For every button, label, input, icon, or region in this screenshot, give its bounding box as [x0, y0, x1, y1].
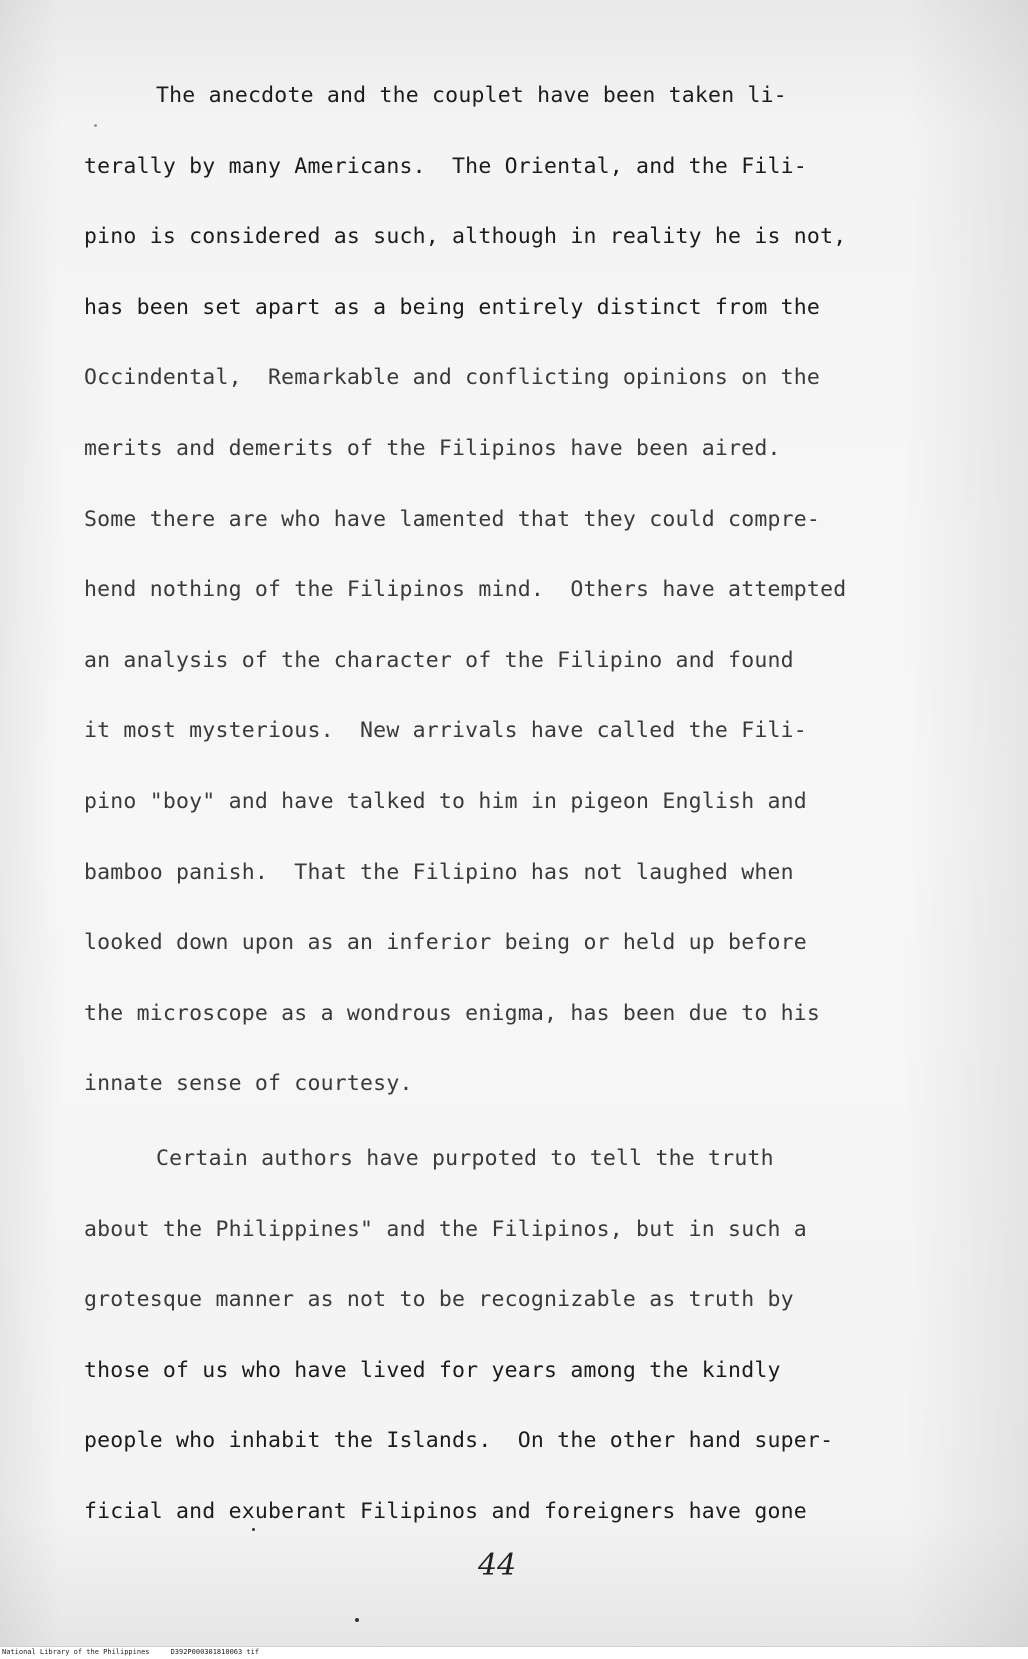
text-line: looked down upon as an inferior being or held up before — [84, 930, 807, 956]
text-line: pino is considered as such, although in reality he is not, — [84, 224, 847, 250]
text-line: ficial and exuberant Filipinos and foreigners have gone — [84, 1498, 807, 1524]
dust-speck — [94, 124, 97, 127]
text-line: merits and demerits of the Filipinos have been aired. — [84, 435, 781, 461]
document-body — [84, 72, 984, 1558]
footer-text: National Library of the Philippines D392P000301810063 tif — [2, 1648, 260, 1656]
text-line: The anecdote and the couplet have been taken li- — [156, 83, 787, 108]
text-line: bamboo panish. That the Filipino has not laughed when — [84, 859, 794, 885]
text-line: an analysis of the character of the Filipino and found — [84, 647, 794, 673]
text-line: it most mysterious. New arrivals have called the Fili- — [84, 718, 807, 744]
footer-bar — [0, 1646, 1028, 1659]
text-line: terally by many Americans. The Oriental, and the Fili- — [84, 153, 807, 179]
text-line: innate sense of courtesy. — [84, 1071, 413, 1097]
page-number: 44 — [478, 1548, 517, 1583]
text-line: people who inhabit the Islands. On the other hand super- — [84, 1428, 834, 1454]
dust-speck — [355, 1618, 359, 1622]
text-line: has been set apart as a being entirely distinct from the — [84, 294, 821, 320]
dust-speck — [252, 1528, 255, 1531]
text-line: Certain authors have purpoted to tell the truth — [156, 1145, 774, 1171]
text-line: pino "boy" and have talked to him in pigeon English and — [84, 788, 807, 814]
text-line: grotesque manner as not to be recognizable as truth by — [84, 1287, 794, 1313]
text-line: Occindental, Remarkable and conflicting opinions on the — [84, 365, 821, 391]
text-line: about the Philippines" and the Filipinos, but in such a — [84, 1216, 807, 1242]
text-line: hend nothing of the Filipinos mind. Others have attempted — [84, 577, 847, 603]
text-line: Some there are who have lamented that they could compre- — [84, 506, 821, 532]
text-line: the microscope as a wondrous enigma, has been due to his — [84, 1000, 821, 1026]
text-line: those of us who have lived for years among the kindly — [84, 1357, 781, 1383]
